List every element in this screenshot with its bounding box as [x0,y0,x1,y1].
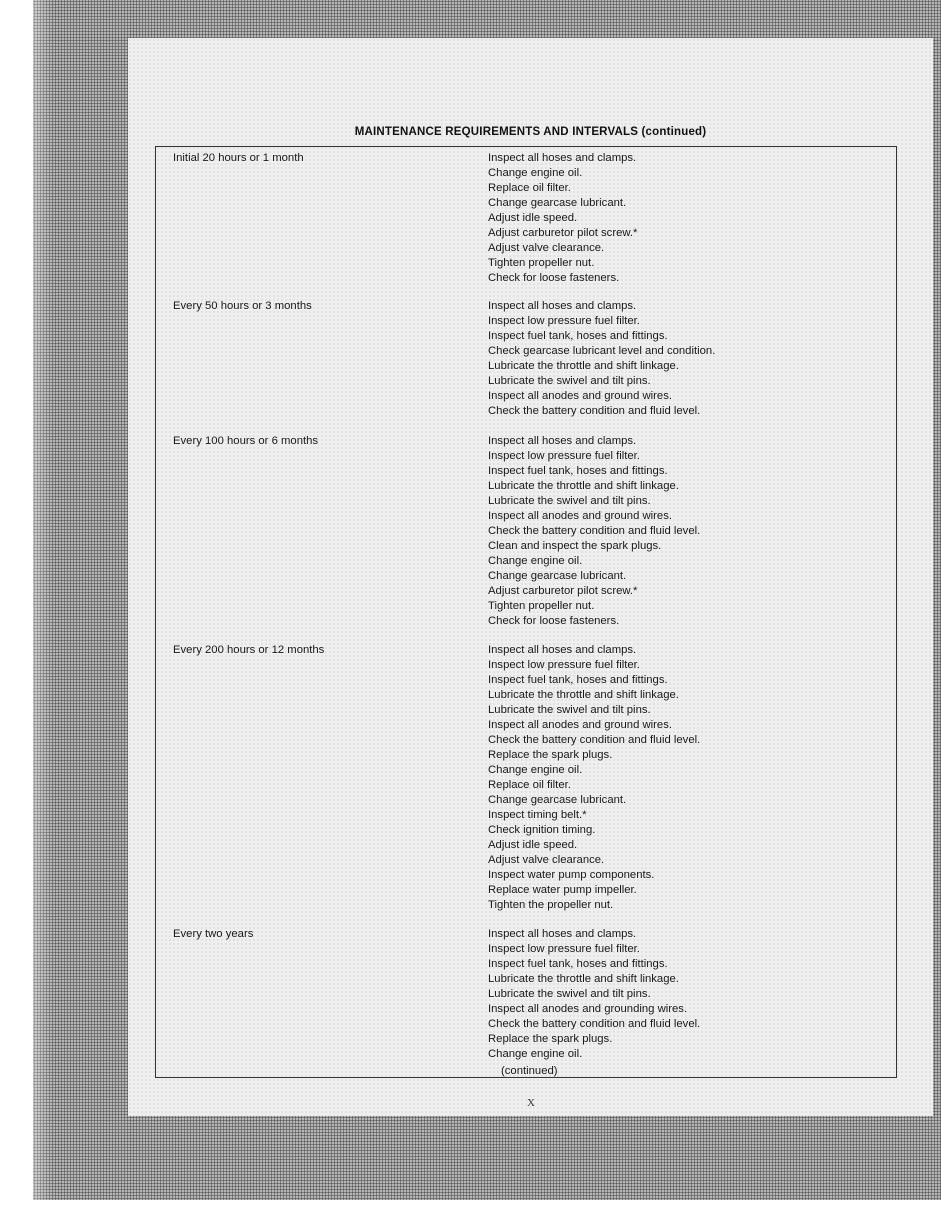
interval-label: Initial 20 hours or 1 month [173,152,304,164]
task-item: Inspect all hoses and clamps. [488,152,637,164]
task-item: Clean and inspect the spark plugs. [488,540,662,552]
task-item: Adjust carburetor pilot screw.* [488,227,638,239]
task-item: Inspect all hoses and clamps. [488,928,637,940]
task-item: Replace the spark plugs. [488,1033,613,1045]
task-item: Inspect all hoses and clamps. [488,300,637,312]
task-item: Inspect all anodes and ground wires. [488,390,673,402]
interval-label: Every 50 hours or 3 months [173,300,312,312]
task-item: Adjust valve clearance. [488,242,605,254]
task-item: Lubricate the swivel and tilt pins. [488,375,651,387]
task-item: Inspect fuel tank, hoses and fittings. [488,465,668,477]
page-title: MAINTENANCE REQUIREMENTS AND INTERVALS (continued) [354,126,707,138]
task-item: Inspect all hoses and clamps. [488,435,637,447]
task-item: Change engine oil. [488,764,583,776]
maintenance-table [155,146,897,1078]
task-item: Change gearcase lubricant. [488,570,627,582]
scan-edge [33,0,53,1200]
task-item: Check ignition timing. [488,824,596,836]
task-item: Inspect all anodes and ground wires. [488,719,673,731]
continued-note: (continued) [501,1065,558,1077]
task-list [488,434,700,629]
task-item: Check the battery condition and fluid level. [488,734,701,746]
task-item: Replace oil filter. [488,182,571,194]
interval-label: Every 100 hours or 6 months [173,435,319,447]
task-list [488,927,700,1062]
task-item: Inspect low pressure fuel filter. [488,315,640,327]
task-item: Lubricate the swivel and tilt pins. [488,988,651,1000]
task-item: Tighten the propeller nut. [488,899,614,911]
task-list [488,299,715,419]
task-item: Tighten propeller nut. [488,257,595,269]
task-item: Check for loose fasteners. [488,615,620,627]
task-item: Change engine oil. [488,167,583,179]
task-item: Change engine oil. [488,555,583,567]
task-item: Inspect timing belt.* [488,809,587,821]
task-item: Inspect all anodes and ground wires. [488,510,673,522]
task-item: Lubricate the throttle and shift linkage. [488,973,679,985]
task-item: Change gearcase lubricant. [488,794,627,806]
task-item: Adjust idle speed. [488,839,578,851]
task-item: Inspect fuel tank, hoses and fittings. [488,958,668,970]
task-item: Replace the spark plugs. [488,749,613,761]
page-number: X [527,1097,535,1109]
task-item: Inspect low pressure fuel filter. [488,659,640,671]
task-item: Check gearcase lubricant level and condition. [488,345,716,357]
task-item: Adjust carburetor pilot screw.* [488,585,638,597]
task-item: Replace water pump impeller. [488,884,637,896]
task-item: Inspect fuel tank, hoses and fittings. [488,674,668,686]
task-item: Lubricate the swivel and tilt pins. [488,495,651,507]
task-item: Check for loose fasteners. [488,272,620,284]
task-item: Inspect all hoses and clamps. [488,644,637,656]
task-item: Adjust idle speed. [488,212,578,224]
interval-label: Every 200 hours or 12 months [173,644,325,656]
task-item: Inspect low pressure fuel filter. [488,450,640,462]
task-item: Check the battery condition and fluid level. [488,1018,701,1030]
task-list [488,643,700,913]
task-item: Inspect all anodes and grounding wires. [488,1003,688,1015]
task-item: Lubricate the swivel and tilt pins. [488,704,651,716]
task-item: Check the battery condition and fluid level. [488,525,701,537]
task-item: Lubricate the throttle and shift linkage. [488,360,679,372]
task-item: Inspect low pressure fuel filter. [488,943,640,955]
task-item: Change gearcase lubricant. [488,197,627,209]
task-item: Change engine oil. [488,1048,583,1060]
task-item: Lubricate the throttle and shift linkage. [488,689,679,701]
task-item: Replace oil filter. [488,779,571,791]
task-item: Inspect water pump components. [488,869,655,881]
task-item: Lubricate the throttle and shift linkage. [488,480,679,492]
task-item: Adjust valve clearance. [488,854,605,866]
task-item: Check the battery condition and fluid level. [488,405,701,417]
task-item: Inspect fuel tank, hoses and fittings. [488,330,668,342]
task-list [488,151,637,286]
task-item: Tighten propeller nut. [488,600,595,612]
interval-label: Every two years [173,928,254,940]
